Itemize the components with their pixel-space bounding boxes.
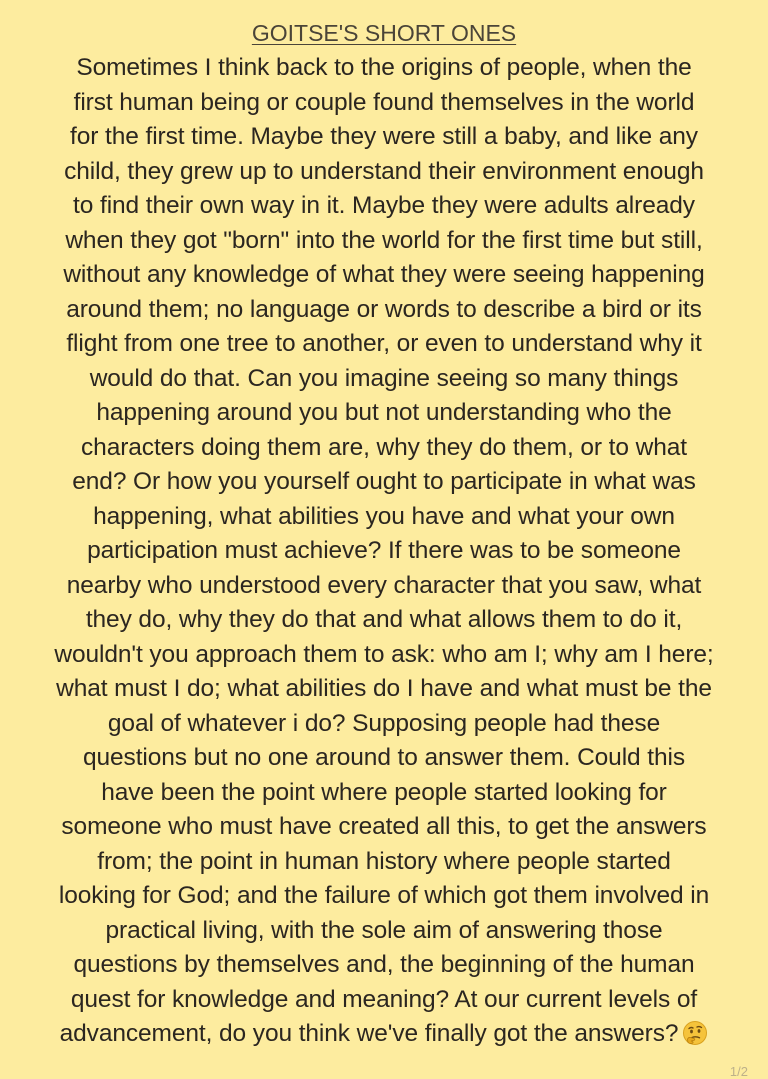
body-line: nearby who understood every character that you saw, what [66, 571, 702, 599]
body-line: what must I do; what abilities do I have and what must be the [56, 675, 712, 702]
thinking-face-icon [682, 1020, 708, 1046]
body-line: wouldn't you approach them to ask: who am I; why am I here; [54, 640, 714, 668]
body-line: characters doing them are, why they do them, or to what [81, 433, 687, 461]
body-line: questions but no one around to answer them. Could this [82, 744, 686, 771]
body-line: participation must achieve? If there was to be someone [87, 537, 681, 564]
body-line: quest for knowledge and meaning? At our current levels of [70, 985, 698, 1013]
body-line: have been the point where people started looking for [101, 778, 667, 806]
body-line: around them; no language or words to describe a bird or its [66, 295, 702, 323]
body-line: would do that. Can you imagine seeing so many things [89, 364, 679, 392]
body-line: looking for God; and the failure of which got them involved in [58, 882, 710, 909]
note-title: GOITSE'S SHORT ONES [251, 20, 517, 46]
body-line: happening around you but not understanding who the [96, 399, 672, 426]
body-line: practical living, with the sole aim of answering those [105, 916, 663, 944]
body-line: Sometimes I think back to the origins of people, when the [76, 54, 692, 81]
body-line: without any knowledge of what they were seeing happening [63, 261, 705, 288]
body-line: when they got "born" into the world for the first time but still, [65, 226, 703, 254]
body-line: for the first time. Maybe they were still a baby, and like any [70, 123, 698, 150]
page-indicator: 1/2 [729, 1064, 748, 1079]
body-line: happening, what abilities you have and what your own [93, 502, 675, 530]
body-line: child, they grew up to understand their environment enough [64, 157, 704, 185]
note-body [0, 51, 768, 1052]
body-line: first human being or couple found themselves in the world [73, 88, 695, 116]
body-line: they do, why they do that and what allows them to do it, [85, 606, 683, 633]
body-line: from; the point in human history where people started [97, 847, 671, 875]
body-line: someone who must have created all this, to get the answers [61, 813, 707, 840]
body-line-text: advancement, do you think we've finally got the answers? [59, 1020, 679, 1047]
body-line: questions by themselves and, the beginning of the human [73, 951, 695, 978]
body-line: goal of whatever i do? Supposing people had these [107, 709, 661, 737]
body-line: end? Or how you yourself ought to participate in what was [72, 468, 696, 495]
body-line: to find their own way in it. Maybe they were adults already [73, 192, 695, 219]
body-line: flight from one tree to another, or even to understand why it [66, 330, 702, 357]
body-line-last [0, 1017, 768, 1052]
